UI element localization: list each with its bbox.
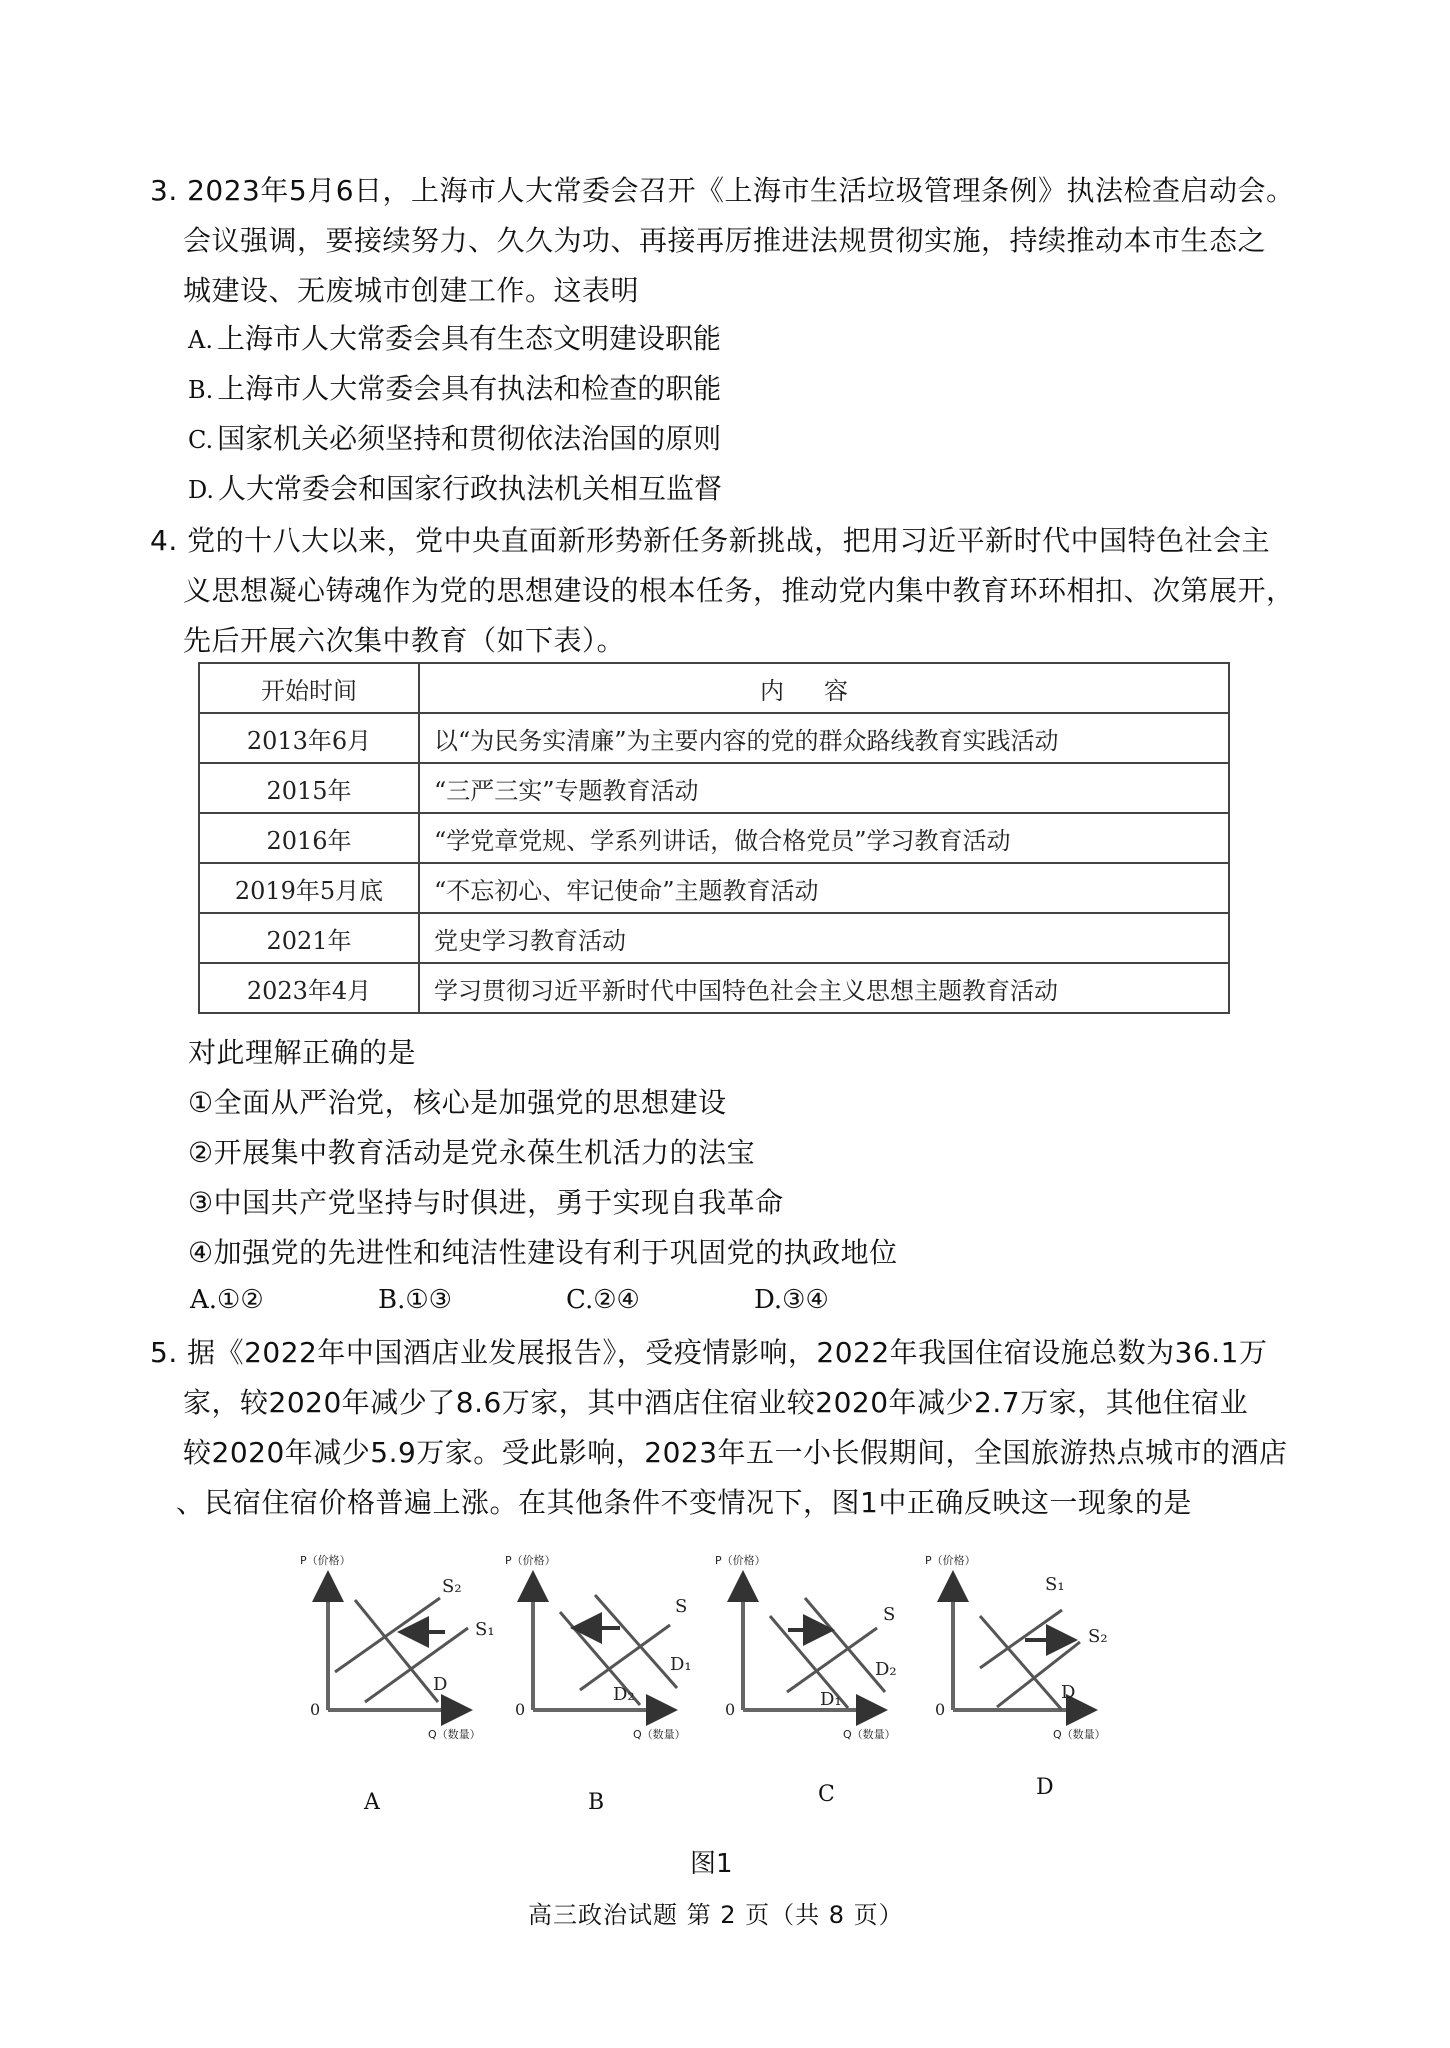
x-axis-label: Q（数量） [428, 1728, 481, 1741]
demand-curve [980, 1616, 1062, 1710]
cell-time: 2015年 [199, 763, 419, 813]
q4-statement: ④加强党的先进性和纯洁性建设有利于巩固党的执政地位 [188, 1236, 898, 1269]
cell-time: 2019年5月底 [199, 863, 419, 913]
supply-curve [787, 1628, 877, 1692]
cell-time: 2023年4月 [199, 963, 419, 1013]
supply-demand-graph-c [715, 1550, 925, 1790]
header-start-time: 开始时间 [199, 663, 419, 713]
graph-option-label: B [588, 1790, 605, 1815]
curve-label: D [1061, 1682, 1076, 1703]
q4-line: 义思想凝心铸魂作为党的思想建设的根本任务，推动党内集中教育环环相扣、次第展开， [183, 574, 1295, 607]
graph-svg [715, 1550, 925, 1790]
q5-line: 、民宿住宿价格普遍上涨。在其他条件不变情况下，图1中正确反映这一现象的是 [176, 1486, 1192, 1519]
q5-line: 较2020年减少5.9万家。受此影响，2023年五一小长假期间，全国旅游热点城市的酒店 [183, 1436, 1288, 1469]
q3-option-d: D. 人大常委会和国家行政执法机关相互监督 [188, 472, 723, 505]
figure-caption: 图1 [690, 1849, 733, 1879]
q3-line: 会议强调，要接续努力、久久为功、再接再厉推进法规贯彻实施，持续推动本市生态之 [183, 224, 1267, 257]
table-header-row [199, 663, 1229, 713]
y-axis-label: P（价格） [300, 1554, 351, 1567]
x-axis-label: Q（数量） [633, 1728, 686, 1741]
table-row [199, 863, 1229, 913]
curve-label: D₁ [820, 1689, 842, 1710]
supply-demand-graph-d [925, 1550, 1135, 1790]
q4-statement: ②开展集中教育活动是党永葆生机活力的法宝 [188, 1136, 756, 1169]
table-row [199, 963, 1229, 1013]
page-footer: 高三政治试题 第 2 页（共 8 页） [528, 1901, 904, 1929]
graph-svg [925, 1550, 1135, 1790]
education-table [198, 662, 1230, 1014]
answer-a: A.①② [190, 1285, 264, 1315]
answer-b: B.①③ [378, 1285, 452, 1315]
curve-label: D [433, 1674, 448, 1695]
cell-content: 党史学习教育活动 [419, 913, 1229, 963]
demand-curve [355, 1600, 438, 1702]
answer-c: C.②④ [566, 1285, 640, 1315]
graph-svg [505, 1550, 715, 1790]
table-row [199, 763, 1229, 813]
cell-time: 2013年6月 [199, 713, 419, 763]
graph-svg [300, 1550, 510, 1790]
answer-d: D.③④ [754, 1285, 829, 1315]
q5-line: 家，较2020年减少了8.6万家，其中酒店住宿业较2020年减少2.7万家，其他住宿业 [183, 1386, 1249, 1419]
q5-line: 5. 据《2022年中国酒店业发展报告》，受疫情影响，2022年我国住宿设施总数为36.1万 [150, 1336, 1268, 1369]
curve-label: D₁ [670, 1654, 692, 1675]
cell-time: 2021年 [199, 913, 419, 963]
supply-demand-graph-a [300, 1550, 510, 1790]
supply-curve [580, 1625, 670, 1690]
curve-label: S₂ [1088, 1626, 1108, 1647]
table-row [199, 713, 1229, 763]
q3-option-b: B. 上海市人大常委会具有执法和检查的职能 [188, 372, 722, 405]
curve-label: S [883, 1604, 896, 1625]
curve-label: S [675, 1596, 688, 1617]
x-axis-label: Q（数量） [1053, 1728, 1106, 1741]
cell-content: 以“为民务实清廉”为主要内容的党的群众路线教育实践活动 [419, 713, 1229, 763]
q3-line: 城建设、无废城市创建工作。这表明 [183, 274, 640, 307]
curve-label: D₂ [613, 1684, 635, 1705]
table-row [199, 813, 1229, 863]
curve-label: S₁ [475, 1619, 495, 1640]
header-content: 内容 [419, 663, 1229, 713]
q3-line: 3. 2023年5月6日，上海市人大常委会召开《上海市生活垃圾管理条例》执法检查启动会。 [150, 174, 1295, 207]
origin-label: 0 [725, 1700, 736, 1719]
origin-label: 0 [515, 1700, 526, 1719]
q3-option-c: C. 国家机关必须坚持和贯彻依法治国的原则 [188, 422, 722, 455]
origin-label: 0 [935, 1700, 946, 1719]
demand-curve [595, 1595, 677, 1688]
graph-option-label: D [1036, 1775, 1054, 1800]
q3-option-a: A. 上海市人大常委会具有生态文明建设职能 [188, 322, 721, 355]
graph-option-label: C [818, 1782, 835, 1807]
cell-time: 2016年 [199, 813, 419, 863]
graph-option-label: A [364, 1790, 380, 1815]
cell-content: “不忘初心、牢记使命”主题教育活动 [419, 863, 1229, 913]
curve-label: D₂ [875, 1659, 897, 1680]
q4-line: 4. 党的十八大以来，党中央直面新形势新任务新挑战，把用习近平新时代中国特色社会主 [150, 524, 1271, 557]
q4-statement: ③中国共产党坚持与时俱进，勇于实现自我革命 [188, 1186, 784, 1219]
q4-statement: ①全面从严治党，核心是加强党的思想建设 [188, 1086, 727, 1119]
q4-prompt: 对此理解正确的是 [188, 1036, 417, 1069]
x-axis-label: Q（数量） [843, 1728, 896, 1741]
table-row [199, 913, 1229, 963]
y-axis-label: P（价格） [505, 1554, 556, 1567]
cell-content: “三严三实”专题教育活动 [419, 763, 1229, 813]
origin-label: 0 [310, 1700, 321, 1719]
curve-label: S₁ [1045, 1574, 1065, 1595]
cell-content: “学党章党规、学系列讲话，做合格党员”学习教育活动 [419, 813, 1229, 863]
y-axis-label: P（价格） [715, 1554, 766, 1567]
q4-line: 先后开展六次集中教育（如下表）。 [183, 624, 626, 657]
q4-answer-choices [190, 1285, 1090, 1315]
curve-label: S₂ [442, 1576, 462, 1597]
y-axis-label: P（价格） [925, 1554, 976, 1567]
cell-content: 学习贯彻习近平新时代中国特色社会主义思想主题教育活动 [419, 963, 1229, 1013]
supply-demand-graph-b [505, 1550, 715, 1790]
demand-curve [805, 1598, 885, 1692]
